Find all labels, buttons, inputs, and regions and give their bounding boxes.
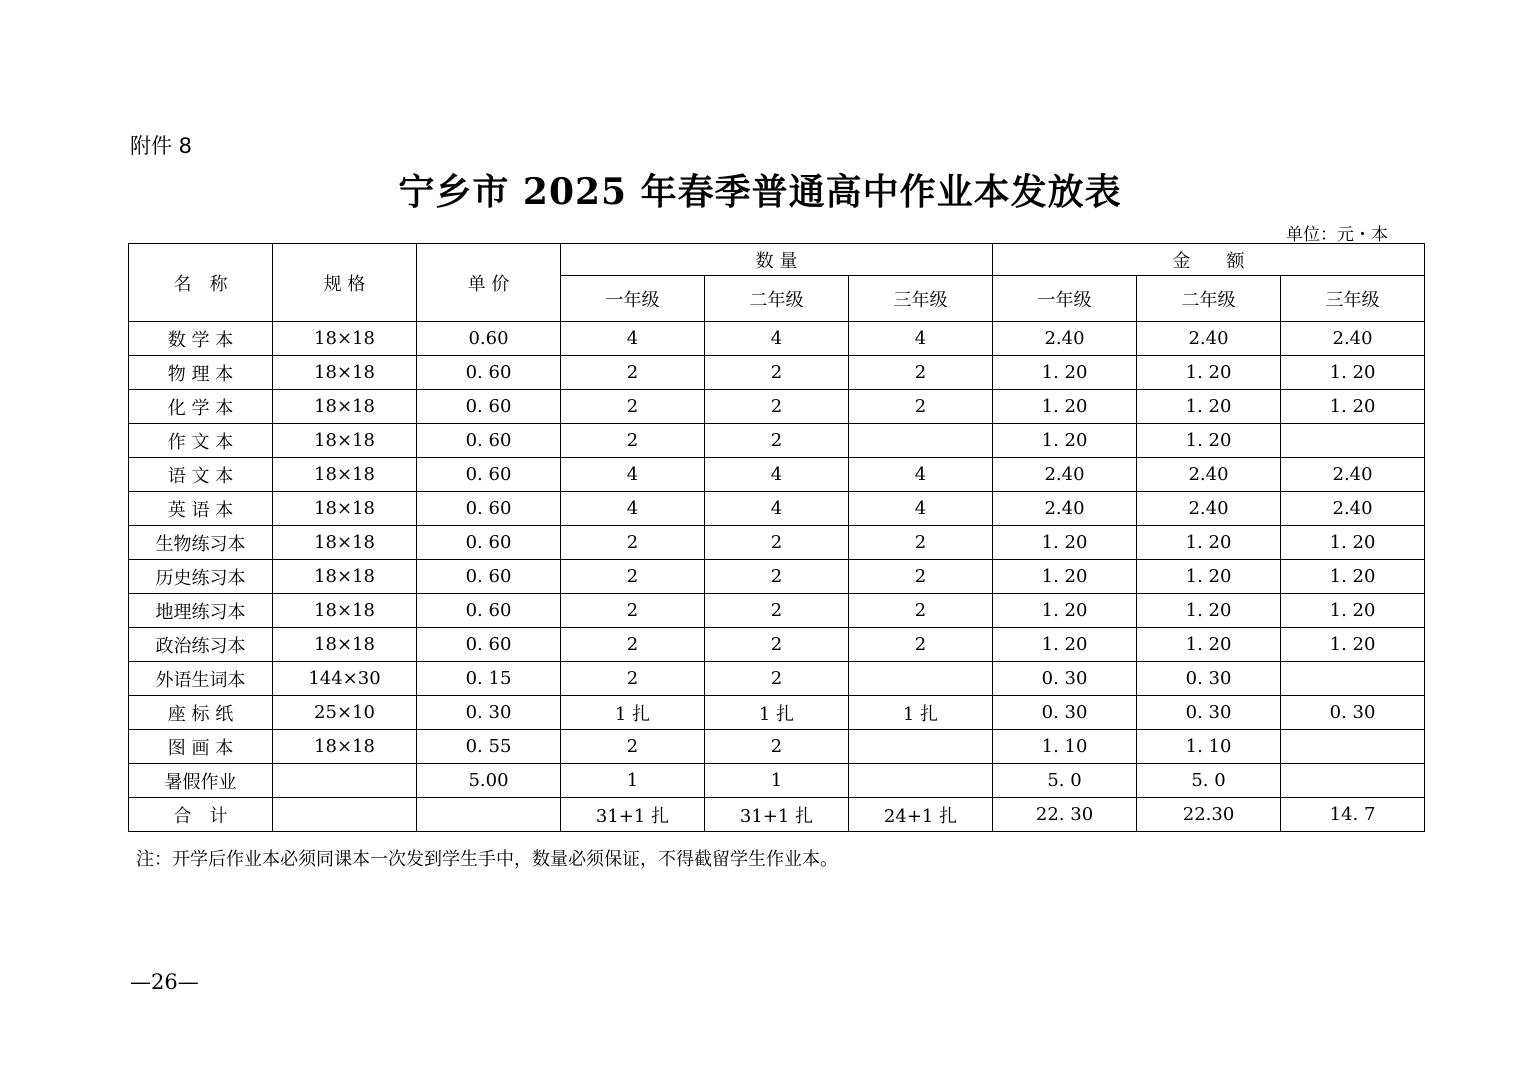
cell-price: 0. 60 xyxy=(417,526,561,560)
table-row xyxy=(129,526,1425,560)
cell-qty-grade-2: 2 xyxy=(705,628,849,662)
cell-name: 座 标 纸 xyxy=(129,696,273,730)
cell-spec xyxy=(273,798,417,832)
cell-amount-grade-3 xyxy=(1281,764,1425,798)
header-amount: 金 额 xyxy=(993,244,1425,276)
cell-name: 生物练习本 xyxy=(129,526,273,560)
cell-qty-grade-1: 2 xyxy=(561,526,705,560)
cell-qty-grade-1: 4 xyxy=(561,492,705,526)
cell-spec xyxy=(273,764,417,798)
cell-amount-grade-3: 1. 20 xyxy=(1281,356,1425,390)
cell-amount-grade-1: 22. 30 xyxy=(993,798,1137,832)
total-row xyxy=(129,798,1425,832)
cell-amount-grade-1: 1. 20 xyxy=(993,356,1137,390)
cell-amount-grade-2: 1. 20 xyxy=(1137,390,1281,424)
cell-qty-grade-1: 4 xyxy=(561,322,705,356)
cell-price: 0. 55 xyxy=(417,730,561,764)
cell-amount-grade-1: 2.40 xyxy=(993,492,1137,526)
header-spec: 规 格 xyxy=(273,244,417,322)
cell-qty-grade-3: 2 xyxy=(849,594,993,628)
cell-spec: 18×18 xyxy=(273,322,417,356)
cell-qty-grade-3 xyxy=(849,662,993,696)
cell-qty-grade-2: 2 xyxy=(705,730,849,764)
cell-spec: 18×18 xyxy=(273,560,417,594)
cell-qty-grade-3: 24+1 扎 xyxy=(849,798,993,832)
cell-qty-grade-1: 2 xyxy=(561,730,705,764)
cell-amount-grade-3: 14. 7 xyxy=(1281,798,1425,832)
cell-qty-grade-2: 4 xyxy=(705,322,849,356)
cell-amount-grade-3: 1. 20 xyxy=(1281,560,1425,594)
cell-amount-grade-3: 1. 20 xyxy=(1281,594,1425,628)
cell-amount-grade-3: 1. 20 xyxy=(1281,628,1425,662)
cell-amount-grade-1: 1. 10 xyxy=(993,730,1137,764)
header-amount-grade-3: 三年级 xyxy=(1281,276,1425,322)
cell-spec: 144×30 xyxy=(273,662,417,696)
header-amount-grade-1: 一年级 xyxy=(993,276,1137,322)
cell-qty-grade-3: 2 xyxy=(849,526,993,560)
cell-spec: 18×18 xyxy=(273,628,417,662)
cell-qty-grade-1: 2 xyxy=(561,424,705,458)
header-name: 名 称 xyxy=(129,244,273,322)
cell-qty-grade-2: 2 xyxy=(705,662,849,696)
header-quantity-grade-1: 一年级 xyxy=(561,276,705,322)
cell-qty-grade-1: 2 xyxy=(561,560,705,594)
cell-amount-grade-3: 1. 20 xyxy=(1281,390,1425,424)
cell-name: 语 文 本 xyxy=(129,458,273,492)
cell-spec: 18×18 xyxy=(273,594,417,628)
table-row xyxy=(129,390,1425,424)
cell-amount-grade-2: 1. 20 xyxy=(1137,356,1281,390)
table-row xyxy=(129,662,1425,696)
cell-qty-grade-2: 2 xyxy=(705,594,849,628)
cell-qty-grade-1: 1 xyxy=(561,764,705,798)
cell-qty-grade-1: 1 扎 xyxy=(561,696,705,730)
cell-price xyxy=(417,798,561,832)
cell-price: 0.60 xyxy=(417,322,561,356)
cell-amount-grade-3: 1. 20 xyxy=(1281,526,1425,560)
cell-name: 地理练习本 xyxy=(129,594,273,628)
cell-qty-grade-2: 2 xyxy=(705,526,849,560)
cell-price: 0. 60 xyxy=(417,628,561,662)
cell-amount-grade-2: 1. 20 xyxy=(1137,424,1281,458)
cell-qty-grade-3: 1 扎 xyxy=(849,696,993,730)
page-number: —26— xyxy=(130,970,199,994)
header-quantity-grade-3: 三年级 xyxy=(849,276,993,322)
cell-amount-grade-2: 5. 0 xyxy=(1137,764,1281,798)
document-title: 宁乡市 2025 年春季普通高中作业本发放表 xyxy=(398,171,1122,213)
cell-amount-grade-2: 0. 30 xyxy=(1137,696,1281,730)
cell-amount-grade-2: 22.30 xyxy=(1137,798,1281,832)
cell-spec: 18×18 xyxy=(273,356,417,390)
table-row xyxy=(129,764,1425,798)
cell-qty-grade-3: 2 xyxy=(849,390,993,424)
cell-spec: 18×18 xyxy=(273,390,417,424)
cell-amount-grade-1: 1. 20 xyxy=(993,628,1137,662)
cell-qty-grade-2: 4 xyxy=(705,458,849,492)
distribution-table xyxy=(128,243,1425,832)
cell-amount-grade-2: 2.40 xyxy=(1137,322,1281,356)
cell-amount-grade-1: 1. 20 xyxy=(993,560,1137,594)
table-row xyxy=(129,322,1425,356)
cell-qty-grade-3: 4 xyxy=(849,492,993,526)
cell-amount-grade-1: 5. 0 xyxy=(993,764,1137,798)
cell-amount-grade-3: 0. 30 xyxy=(1281,696,1425,730)
cell-qty-grade-2: 1 xyxy=(705,764,849,798)
table-row xyxy=(129,458,1425,492)
cell-name: 历史练习本 xyxy=(129,560,273,594)
cell-qty-grade-3 xyxy=(849,764,993,798)
cell-amount-grade-3 xyxy=(1281,662,1425,696)
cell-qty-grade-1: 2 xyxy=(561,356,705,390)
cell-amount-grade-1: 1. 20 xyxy=(993,594,1137,628)
cell-qty-grade-3: 4 xyxy=(849,458,993,492)
table-row xyxy=(129,696,1425,730)
table-body xyxy=(129,322,1425,832)
cell-price: 0. 60 xyxy=(417,492,561,526)
cell-amount-grade-1: 0. 30 xyxy=(993,662,1137,696)
cell-qty-grade-3: 2 xyxy=(849,628,993,662)
cell-name: 数 学 本 xyxy=(129,322,273,356)
table-row xyxy=(129,730,1425,764)
cell-amount-grade-1: 0. 30 xyxy=(993,696,1137,730)
table-row xyxy=(129,356,1425,390)
cell-name: 合 计 xyxy=(129,798,273,832)
cell-qty-grade-3: 4 xyxy=(849,322,993,356)
cell-amount-grade-2: 1. 20 xyxy=(1137,594,1281,628)
cell-price: 0. 60 xyxy=(417,356,561,390)
cell-price: 0. 60 xyxy=(417,390,561,424)
cell-qty-grade-1: 31+1 扎 xyxy=(561,798,705,832)
cell-qty-grade-2: 4 xyxy=(705,492,849,526)
cell-amount-grade-2: 2.40 xyxy=(1137,458,1281,492)
table-row xyxy=(129,424,1425,458)
cell-price: 0. 30 xyxy=(417,696,561,730)
cell-qty-grade-1: 2 xyxy=(561,662,705,696)
cell-price: 0. 15 xyxy=(417,662,561,696)
cell-qty-grade-2: 31+1 扎 xyxy=(705,798,849,832)
cell-price: 0. 60 xyxy=(417,458,561,492)
cell-price: 0. 60 xyxy=(417,424,561,458)
cell-qty-grade-3: 2 xyxy=(849,356,993,390)
cell-qty-grade-1: 2 xyxy=(561,594,705,628)
cell-amount-grade-1: 1. 20 xyxy=(993,390,1137,424)
cell-qty-grade-2: 2 xyxy=(705,356,849,390)
cell-qty-grade-2: 1 扎 xyxy=(705,696,849,730)
cell-spec: 18×18 xyxy=(273,730,417,764)
cell-price: 0. 60 xyxy=(417,560,561,594)
cell-amount-grade-2: 1. 20 xyxy=(1137,628,1281,662)
cell-name: 作 文 本 xyxy=(129,424,273,458)
cell-amount-grade-3: 2.40 xyxy=(1281,322,1425,356)
header-quantity: 数 量 xyxy=(561,244,993,276)
cell-name: 物 理 本 xyxy=(129,356,273,390)
cell-amount-grade-1: 1. 20 xyxy=(993,424,1137,458)
footnote: 注：开学后作业本必须同课本一次发到学生手中，数量必须保证，不得截留学生作业本。 xyxy=(136,849,838,870)
cell-qty-grade-2: 2 xyxy=(705,560,849,594)
cell-amount-grade-2: 1. 10 xyxy=(1137,730,1281,764)
cell-amount-grade-2: 2.40 xyxy=(1137,492,1281,526)
cell-qty-grade-1: 4 xyxy=(561,458,705,492)
cell-price: 0. 60 xyxy=(417,594,561,628)
cell-amount-grade-2: 0. 30 xyxy=(1137,662,1281,696)
cell-qty-grade-3: 2 xyxy=(849,560,993,594)
cell-amount-grade-2: 1. 20 xyxy=(1137,526,1281,560)
cell-amount-grade-3: 2.40 xyxy=(1281,492,1425,526)
cell-name: 图 画 本 xyxy=(129,730,273,764)
cell-qty-grade-1: 2 xyxy=(561,390,705,424)
cell-qty-grade-3 xyxy=(849,730,993,764)
cell-spec: 18×18 xyxy=(273,458,417,492)
cell-amount-grade-3 xyxy=(1281,730,1425,764)
cell-amount-grade-2: 1. 20 xyxy=(1137,560,1281,594)
cell-price: 5.00 xyxy=(417,764,561,798)
cell-name: 外语生词本 xyxy=(129,662,273,696)
cell-qty-grade-1: 2 xyxy=(561,628,705,662)
header-amount-grade-2: 二年级 xyxy=(1137,276,1281,322)
cell-name: 化 学 本 xyxy=(129,390,273,424)
cell-qty-grade-3 xyxy=(849,424,993,458)
cell-spec: 25×10 xyxy=(273,696,417,730)
table-row xyxy=(129,594,1425,628)
cell-name: 英 语 本 xyxy=(129,492,273,526)
cell-amount-grade-1: 1. 20 xyxy=(993,526,1137,560)
cell-amount-grade-3 xyxy=(1281,424,1425,458)
attachment-label: 附件 8 xyxy=(130,134,193,158)
cell-spec: 18×18 xyxy=(273,424,417,458)
header-price: 单 价 xyxy=(417,244,561,322)
cell-name: 暑假作业 xyxy=(129,764,273,798)
cell-spec: 18×18 xyxy=(273,526,417,560)
cell-amount-grade-1: 2.40 xyxy=(993,322,1137,356)
cell-spec: 18×18 xyxy=(273,492,417,526)
cell-amount-grade-1: 2.40 xyxy=(993,458,1137,492)
cell-qty-grade-2: 2 xyxy=(705,390,849,424)
table-row xyxy=(129,560,1425,594)
cell-amount-grade-3: 2.40 xyxy=(1281,458,1425,492)
table-row xyxy=(129,492,1425,526)
unit-label: 单位：元・本 xyxy=(1286,225,1388,245)
cell-name: 政治练习本 xyxy=(129,628,273,662)
table-row xyxy=(129,628,1425,662)
cell-qty-grade-2: 2 xyxy=(705,424,849,458)
header-quantity-grade-2: 二年级 xyxy=(705,276,849,322)
